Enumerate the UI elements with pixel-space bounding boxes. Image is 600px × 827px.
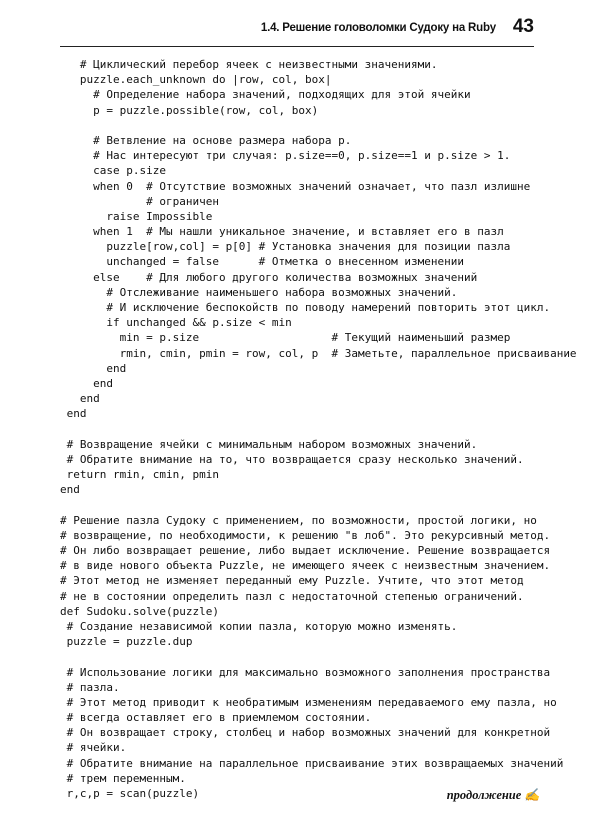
code-line: when 1 # Мы нашли уникальное значение, и вставляет его в пазл (60, 225, 504, 239)
code-line: case p.size (60, 164, 166, 178)
code-line: # Циклический перебор ячеек с неизвестными значениями. (60, 58, 438, 71)
code-line: end (60, 376, 113, 390)
code-line: if unchanged && p.size < min (60, 316, 292, 330)
code-line: # Создание независимой копии пазла, которую можно изменять. (60, 619, 458, 633)
code-line (60, 649, 560, 664)
code-line: end (60, 392, 100, 406)
code-line: puzzle[row,col] = p[0] # Установка значения для позиции пазла (60, 240, 511, 254)
code-line: unchanged = false # Отметка о внесенном изменении (60, 255, 464, 269)
code-line: # ячейки. (60, 741, 127, 755)
code-line: # И исключение беспокойств по поводу намерений повторить этот цикл. (60, 301, 551, 314)
code-line: # Отслеживание наименьшего набора возможных значений. (60, 285, 458, 299)
code-line: # пазла. (60, 680, 120, 694)
code-line: # Обратите внимание на то, что возвращается сразу несколько значений. (60, 452, 524, 466)
code-line (60, 422, 560, 437)
code-line: def Sudoku.solve(puzzle) (60, 604, 219, 618)
code-line: # не в состоянии определить пазл с недостаточной степенью ограничений. (60, 589, 524, 603)
code-line: # всегда оставляет его в приемлемом состоянии. (60, 711, 372, 725)
code-listing (60, 57, 577, 801)
code-line: # трем переменным. (60, 771, 186, 785)
page-header (60, 14, 534, 47)
code-line: return rmin, cmin, pmin (60, 468, 219, 482)
code-line (60, 118, 560, 133)
code-line: # Определение набора значений, подходящих для этой ячейки (60, 88, 471, 102)
code-line: # Использование логики для максимально возможного заполнения пространства (60, 665, 551, 679)
code-line: # Возвращение ячейки с минимальным набором возможных значений. (60, 437, 478, 451)
code-line: # ограничен (60, 194, 219, 208)
code-line: end (60, 361, 127, 375)
code-line: when 0 # Отсутствие возможных значений означает, что пазл излишне (60, 179, 531, 193)
code-line: r,c,p = scan(puzzle) (60, 787, 200, 800)
code-line: # Решение пазла Судоку с применением, по возможности, простой логики, но (60, 513, 537, 527)
code-line: puzzle = puzzle.dup (60, 635, 193, 649)
section-title: 1.4. Решение головоломки Судоку на Ruby (260, 22, 496, 34)
code-line: p = puzzle.possible(row, col, box) (60, 103, 319, 117)
code-line: end (60, 483, 80, 497)
continued-label: продолжение ✍ (446, 788, 540, 802)
code-line (60, 497, 560, 512)
code-line: # Этот метод не изменяет переданный ему Puzzle. Учтите, что этот метод (60, 574, 524, 588)
code-line: puzzle.each_unknown do |row, col, box| (60, 73, 332, 87)
code-line: # Он возвращает строку, столбец и набор возможных значений для конкретной (60, 726, 551, 740)
code-line: # Он либо возвращает решение, либо выдает исключение. Решение возвращается (60, 544, 551, 557)
code-line: end (60, 407, 87, 421)
page-number: 43 (512, 16, 534, 37)
code-line: # Обратите внимание на параллельное присваивание этих возвращаемых значений (60, 756, 564, 770)
code-line: # Нас интересуют три случая: p.size==0, p.size==1 и p.size > 1. (60, 149, 511, 163)
code-line: min = p.size # Текущий наименьший размер (60, 331, 511, 345)
code-line: # в виде нового объекта Puzzle, не имеющего ячеек с неизвестным значением. (60, 559, 551, 573)
code-line: else # Для любого другого количества возможных значений (60, 270, 478, 284)
code-line: rmin, cmin, pmin = row, col, p # Заметьте, параллельное присваивание (60, 346, 577, 360)
code-line: # возвращение, по необходимости, к решению "в лоб". Это рекурсивный метод. (60, 528, 551, 542)
code-line: # Ветвление на основе размера набора p. (60, 133, 352, 147)
code-line: raise Impossible (60, 209, 213, 223)
code-line: # Этот метод приводит к необратимым изменениям передаваемого ему пазла, но (60, 695, 557, 709)
